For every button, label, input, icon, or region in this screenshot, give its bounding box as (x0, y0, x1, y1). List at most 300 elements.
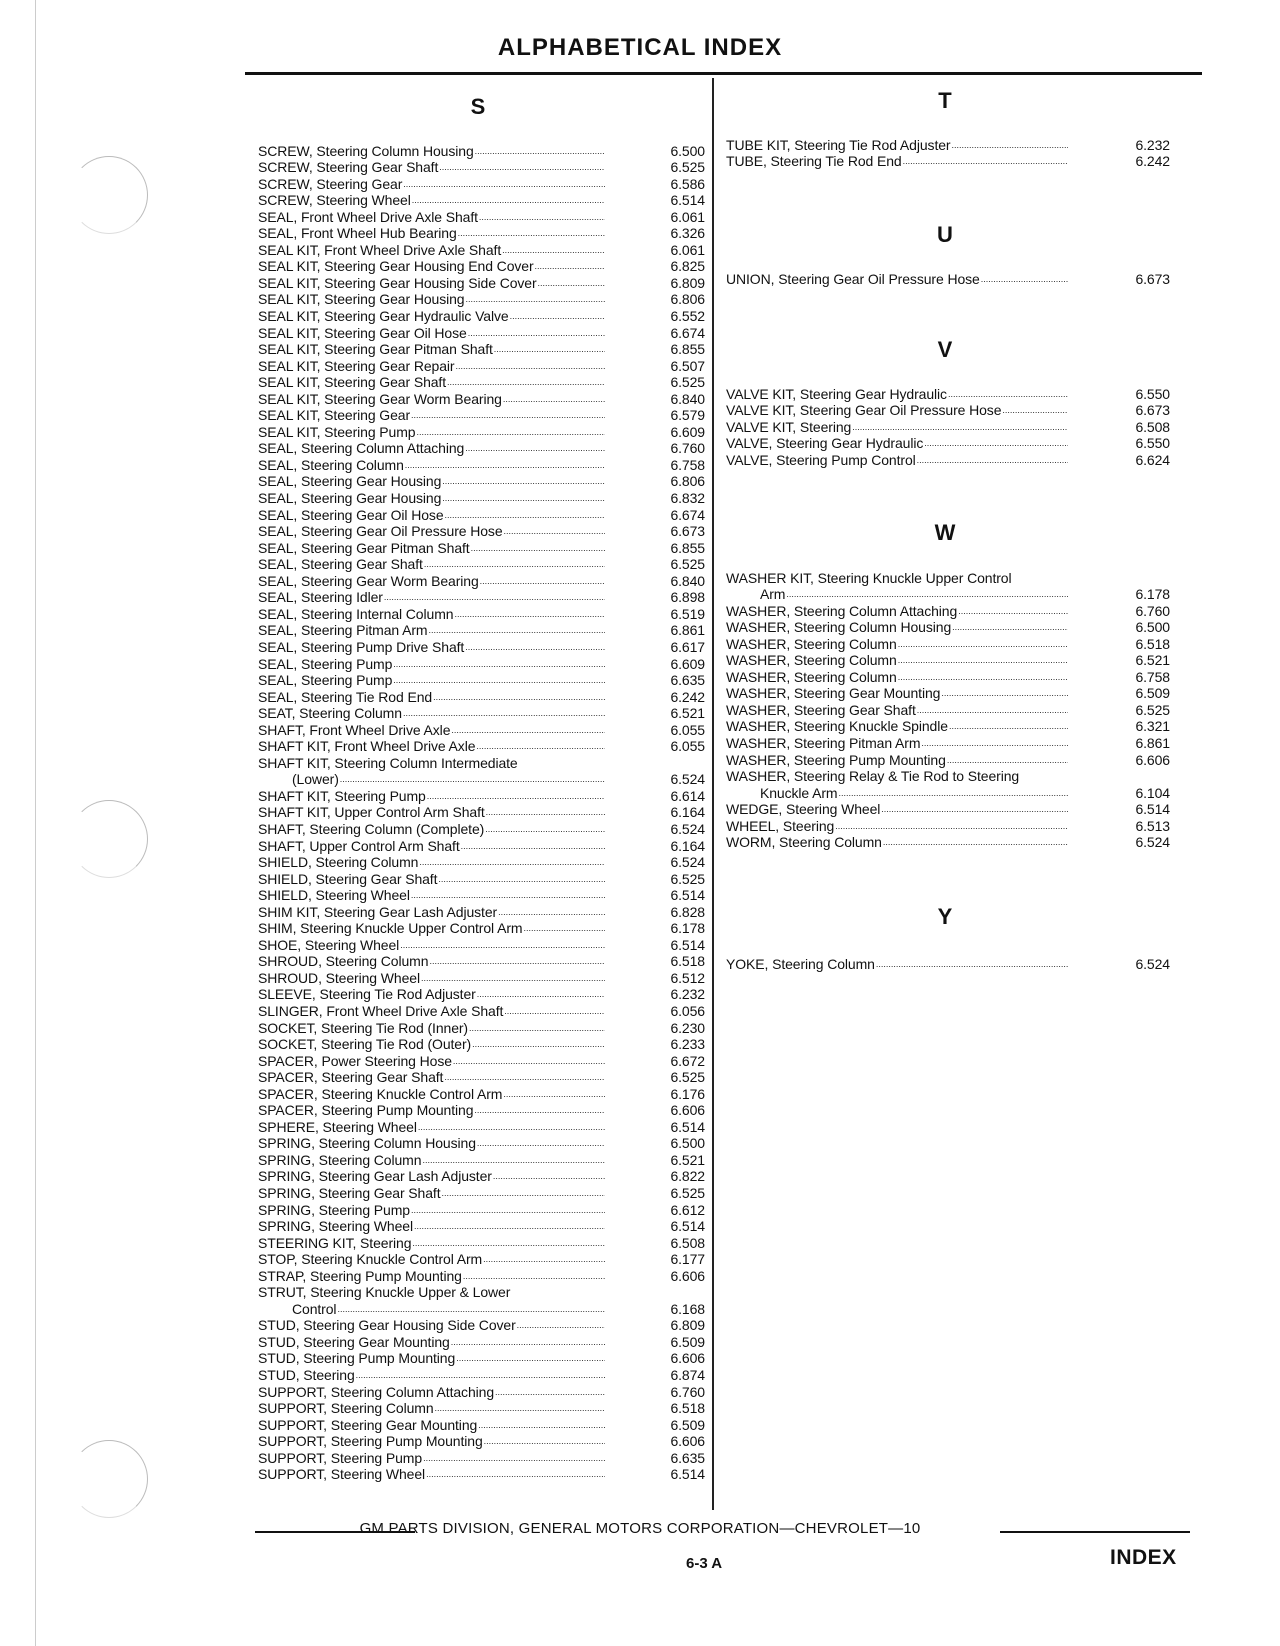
entry-page: 6.861 (670, 622, 705, 639)
dot-leader (898, 639, 1068, 649)
entry-name: TUBE, Steering Tie Rod End (726, 153, 902, 170)
entry-page: 6.606 (1135, 751, 1170, 768)
entry-page: 6.809 (670, 1317, 705, 1334)
dot-leader (438, 874, 605, 884)
dot-leader (477, 1138, 605, 1148)
entry-page: 6.524 (670, 854, 705, 871)
dot-leader (466, 294, 606, 304)
index-entry (258, 1300, 705, 1317)
entry-name: SEAL KIT, Steering Pump (258, 423, 416, 440)
dot-leader (414, 1221, 605, 1231)
dot-leader (337, 1304, 605, 1314)
entry-name: SCREW, Steering Gear Shaft (258, 159, 439, 176)
entry-name: SPHERE, Steering Wheel (258, 1118, 417, 1135)
index-entry (258, 787, 705, 804)
index-entry (258, 969, 705, 986)
entry-page: 6.514 (670, 936, 705, 953)
entry-page: 6.507 (670, 357, 705, 374)
entry-name: SUPPORT, Steering Pump Mounting (258, 1433, 483, 1450)
index-entry (726, 402, 1170, 419)
index-entry (726, 834, 1170, 851)
dot-leader (442, 493, 605, 503)
entry-name: STUD, Steering (258, 1367, 355, 1384)
index-entry (258, 870, 705, 887)
entry-name: SEAL, Front Wheel Drive Axle Shaft (258, 208, 478, 225)
dot-leader (400, 940, 605, 950)
index-entry (258, 986, 705, 1003)
entry-name: SUPPORT, Steering Wheel (258, 1466, 426, 1483)
dot-leader (504, 526, 605, 536)
entry-page: 6.855 (670, 341, 705, 358)
dot-leader (472, 1039, 605, 1049)
entry-page: 6.674 (670, 324, 705, 341)
dot-leader (451, 1337, 605, 1347)
punch-hole-top (70, 156, 148, 234)
entry-name: WASHER, Steering Knuckle Spindle (726, 718, 948, 735)
entry-name: WASHER, Steering Pitman Arm (726, 735, 921, 752)
entry-page: 6.500 (670, 1135, 705, 1152)
entry-name: Control (292, 1300, 337, 1317)
entry-name: SHAFT KIT, Steering Column Intermediate (258, 754, 518, 771)
dot-leader (433, 692, 605, 702)
index-entry (258, 605, 705, 622)
entry-name: SEAL KIT, Steering Gear Housing (258, 291, 465, 308)
dot-leader (416, 427, 605, 437)
dot-leader (429, 956, 605, 966)
entry-name: SEAL KIT, Steering Gear Repair (258, 357, 455, 374)
entry-page: 6.178 (670, 920, 705, 937)
index-entry (726, 817, 1170, 834)
index-entry (258, 374, 705, 391)
index-entry (258, 655, 705, 672)
title-rule (245, 72, 1202, 75)
dot-leader (924, 438, 1068, 448)
entry-page: 6.898 (670, 589, 705, 606)
entry-name: SHAFT KIT, Upper Control Arm Shaft (258, 804, 485, 821)
entry-page: 6.525 (670, 159, 705, 176)
dot-leader (435, 1403, 605, 1413)
index-entry (258, 754, 705, 771)
entry-page: 6.524 (1135, 955, 1170, 972)
entry-page: 6.524 (1135, 834, 1170, 851)
dot-leader (476, 741, 605, 751)
index-entry (258, 589, 705, 606)
entry-name: Arm (760, 586, 786, 603)
entry-page: 6.509 (670, 1416, 705, 1433)
dot-leader (876, 959, 1068, 969)
entry-page: 6.525 (670, 1069, 705, 1086)
dot-leader (423, 1453, 605, 1463)
entry-page: 6.606 (670, 1350, 705, 1367)
index-entry (258, 854, 705, 871)
entry-name: SEAL, Steering Gear Pitman Shaft (258, 539, 470, 556)
index-entry (726, 784, 1170, 801)
index-entry (258, 1383, 705, 1400)
index-entry (258, 1019, 705, 1036)
index-entry (258, 456, 705, 473)
entry-name: SEAL, Steering Pump (258, 655, 393, 672)
entry-name: SCREW, Steering Column Housing (258, 142, 474, 159)
entry-name: WASHER, Steering Gear Shaft (726, 701, 916, 718)
index-entry (258, 721, 705, 738)
section-letter-t: T (938, 88, 952, 113)
entry-page: 6.508 (1135, 418, 1170, 435)
dot-leader (981, 274, 1068, 284)
index-column-left (258, 142, 705, 1482)
index-entry (258, 556, 705, 573)
entry-name: WORM, Steering Column (726, 834, 882, 851)
index-entry (726, 701, 1170, 718)
dot-leader (948, 389, 1068, 399)
entry-page: 6.061 (670, 208, 705, 225)
dot-leader (480, 576, 605, 586)
column-divider (712, 78, 714, 1510)
index-entry (258, 1002, 705, 1019)
entry-page: 6.514 (670, 1466, 705, 1483)
entry-name: UNION, Steering Gear Oil Pressure Hose (726, 270, 980, 287)
index-entry (258, 1184, 705, 1201)
index-entry (726, 451, 1170, 468)
index-entry (258, 1218, 705, 1235)
index-list-t (726, 136, 1170, 169)
dot-leader (952, 140, 1069, 150)
dot-leader (535, 261, 605, 271)
index-entry (258, 1400, 705, 1417)
entry-name: WASHER, Steering Relay & Tie Rod to Steering (726, 768, 1020, 785)
dot-leader (427, 791, 605, 801)
index-entry (258, 307, 705, 324)
dot-leader (393, 659, 605, 669)
entry-name: STUD, Steering Gear Housing Side Cover (258, 1317, 516, 1334)
entry-name: SPACER, Steering Gear Shaft (258, 1069, 444, 1086)
entry-name: WASHER, Steering Column Attaching (726, 602, 958, 619)
dot-leader (461, 841, 605, 851)
entry-page: 6.525 (1135, 701, 1170, 718)
entry-name: SEAL, Steering Idler (258, 589, 383, 606)
index-entry (258, 523, 705, 540)
entry-page: 6.674 (670, 506, 705, 523)
entry-name: SUPPORT, Steering Column Attaching (258, 1383, 495, 1400)
index-entry (726, 569, 1170, 586)
section-letter-y: Y (937, 904, 953, 929)
index-entry (258, 489, 705, 506)
index-entry (258, 208, 705, 225)
footer-page-number: 6-3 A (686, 1555, 723, 1572)
entry-page: 6.524 (670, 771, 705, 788)
entry-page: 6.518 (670, 1400, 705, 1417)
entry-name: SHAFT, Upper Control Arm Shaft (258, 837, 460, 854)
entry-page: 6.809 (670, 274, 705, 291)
entry-page: 6.874 (670, 1367, 705, 1384)
entry-page: 6.552 (670, 308, 705, 325)
entry-name: SUPPORT, Steering Gear Mounting (258, 1416, 478, 1433)
entry-page: 6.168 (670, 1300, 705, 1317)
page-margin-line (35, 0, 36, 1646)
entry-page: 6.550 (1135, 435, 1170, 452)
entry-name: WASHER, Steering Column (726, 635, 897, 652)
index-entry (258, 887, 705, 904)
dot-leader (523, 923, 605, 933)
entry-page: 6.500 (1135, 619, 1170, 636)
entry-name: SEAL, Steering Internal Column (258, 605, 454, 622)
dot-leader (478, 1420, 605, 1430)
entry-name: SLINGER, Front Wheel Drive Axle Shaft (258, 1002, 504, 1019)
entry-name: SOCKET, Steering Tie Rod (Inner) (258, 1019, 468, 1036)
dot-leader (835, 821, 1068, 831)
entry-name: SEAL, Steering Gear Oil Pressure Hose (258, 523, 503, 540)
dot-leader (451, 725, 605, 735)
dot-leader (952, 622, 1068, 632)
index-entry (258, 291, 705, 308)
index-entry (726, 801, 1170, 818)
entry-page: 6.760 (1135, 602, 1170, 619)
entry-name: WHEEL, Steering (726, 817, 835, 834)
entry-page: 6.521 (670, 1151, 705, 1168)
entry-page: 6.518 (670, 953, 705, 970)
index-entry (258, 390, 705, 407)
entry-name: SHIELD, Steering Wheel (258, 887, 410, 904)
index-entry (258, 738, 705, 755)
entry-name: SHAFT KIT, Front Wheel Drive Axle (258, 738, 476, 755)
index-entry (726, 685, 1170, 702)
entry-name: TUBE KIT, Steering Tie Rod Adjuster (726, 136, 951, 153)
dot-leader (403, 708, 605, 718)
entry-page: 6.758 (670, 456, 705, 473)
index-entry (726, 270, 1170, 287)
index-entry (258, 837, 705, 854)
index-entry (726, 955, 1170, 972)
dot-leader (1002, 405, 1068, 415)
entry-page: 6.806 (670, 291, 705, 308)
index-entry (258, 274, 705, 291)
dot-leader (898, 655, 1068, 665)
index-entry (258, 1284, 705, 1301)
entry-page: 6.832 (670, 490, 705, 507)
index-entry (258, 539, 705, 556)
index-entry (726, 418, 1170, 435)
entry-page: 6.614 (670, 787, 705, 804)
entry-page: 6.176 (670, 1085, 705, 1102)
entry-name: SHAFT, Steering Column (Complete) (258, 820, 485, 837)
index-entry (258, 1251, 705, 1268)
index-entry (258, 953, 705, 970)
dot-leader (947, 755, 1068, 765)
dot-leader (917, 705, 1068, 715)
dot-leader (442, 1188, 606, 1198)
dot-leader (479, 212, 605, 222)
entry-name: VALVE KIT, Steering (726, 418, 852, 435)
dot-leader (941, 688, 1068, 698)
index-entry (258, 688, 705, 705)
dot-leader (883, 837, 1068, 847)
entry-name: SEAL, Steering Tie Rod End (258, 688, 433, 705)
index-entry (258, 1069, 705, 1086)
index-entry (726, 385, 1170, 402)
entry-page: 6.579 (670, 407, 705, 424)
entry-page: 6.242 (1135, 153, 1170, 170)
entry-page: 6.178 (1135, 586, 1170, 603)
entry-page: 6.508 (670, 1234, 705, 1251)
entry-name: SPRING, Steering Column Housing (258, 1135, 476, 1152)
index-entry (258, 638, 705, 655)
index-entry (258, 1433, 705, 1450)
footer-corporation: GM PARTS DIVISION, GENERAL MOTORS CORPORATION—CHEVROLET—10 (359, 1520, 921, 1537)
entry-name: SHIM KIT, Steering Gear Lash Adjuster (258, 903, 498, 920)
dot-leader (411, 1205, 605, 1215)
index-entry (258, 423, 705, 440)
entry-page: 6.521 (670, 705, 705, 722)
index-entry (726, 619, 1170, 636)
entry-name: SEAL KIT, Steering Gear Shaft (258, 374, 447, 391)
dot-leader (921, 738, 1068, 748)
dot-leader (517, 1320, 605, 1330)
entry-name: Knuckle Arm (760, 784, 838, 801)
dot-leader (412, 195, 605, 205)
dot-leader (477, 989, 605, 999)
entry-name: SCREW, Steering Gear (258, 175, 403, 192)
dot-leader (458, 228, 605, 238)
entry-page: 6.672 (670, 1052, 705, 1069)
entry-name: SEAL, Steering Pump (258, 672, 393, 689)
entry-page: 6.056 (670, 1002, 705, 1019)
entry-page: 6.514 (670, 887, 705, 904)
entry-name: WASHER, Steering Column Housing (726, 619, 952, 636)
entry-page: 6.828 (670, 903, 705, 920)
entry-page: 6.673 (1135, 402, 1170, 419)
index-entry (726, 435, 1170, 452)
punch-hole-bottom (70, 1440, 148, 1518)
entry-page: 6.609 (670, 655, 705, 672)
index-entry (258, 920, 705, 937)
dot-leader (412, 1238, 605, 1248)
dot-leader (426, 1469, 605, 1479)
entry-name: SHROUD, Steering Column (258, 953, 429, 970)
dot-leader (495, 1387, 605, 1397)
entry-name: SEAL, Steering Gear Worm Bearing (258, 572, 479, 589)
index-entry (258, 622, 705, 639)
entry-page: 6.525 (670, 1185, 705, 1201)
entry-page: 6.586 (670, 175, 705, 192)
dot-leader (421, 973, 605, 983)
entry-name: SPRING, Steering Wheel (258, 1218, 413, 1235)
entry-name: VALVE, Steering Gear Hydraulic (726, 435, 924, 452)
entry-page: 6.230 (670, 1019, 705, 1036)
dot-leader (903, 156, 1068, 166)
entry-page: 6.861 (1135, 735, 1170, 752)
entry-page: 6.509 (1135, 685, 1170, 702)
dot-leader (465, 443, 605, 453)
entry-page: 6.055 (670, 721, 705, 738)
dot-leader (439, 162, 605, 172)
dot-leader (504, 1006, 605, 1016)
dot-leader (442, 476, 605, 486)
dot-leader (419, 857, 605, 867)
entry-name: SEAL, Steering Column (258, 456, 404, 473)
entry-name: WASHER KIT, Steering Knuckle Upper Control (726, 569, 1012, 586)
entry-page: 6.525 (670, 870, 705, 887)
dot-leader (418, 1122, 605, 1132)
index-entry (258, 1135, 705, 1152)
index-entry (258, 1085, 705, 1102)
index-entry (258, 771, 705, 788)
dot-leader (411, 890, 605, 900)
entry-name: SPRING, Steering Column (258, 1151, 422, 1168)
dot-leader (881, 804, 1068, 814)
dot-leader (447, 377, 605, 387)
entry-name: SEAL KIT, Steering Gear (258, 407, 411, 424)
entry-name: VALVE, Steering Pump Control (726, 451, 916, 468)
index-entry (258, 1201, 705, 1218)
index-entry (726, 734, 1170, 751)
dot-leader (917, 455, 1068, 465)
index-entry (258, 1234, 705, 1251)
entry-name: SPRING, Steering Gear Lash Adjuster (258, 1168, 492, 1185)
entry-name: SUPPORT, Steering Pump (258, 1449, 423, 1466)
index-entry (258, 1317, 705, 1334)
entry-page: 6.232 (670, 986, 705, 1003)
index-entry (726, 768, 1170, 785)
punch-hole-middle (70, 800, 148, 878)
dot-leader (839, 788, 1069, 798)
index-entry (258, 241, 705, 258)
index-entry (258, 1466, 705, 1483)
index-entry (258, 1333, 705, 1350)
index-entry (258, 473, 705, 490)
entry-page: 6.514 (670, 1118, 705, 1135)
footer-section-label: INDEX (1110, 1546, 1177, 1569)
entry-name: SPRING, Steering Pump (258, 1201, 410, 1218)
entry-name: SPRING, Steering Gear Shaft (258, 1185, 441, 1201)
entry-name: SEAT, Steering Column (258, 705, 402, 722)
index-entry (258, 705, 705, 722)
dot-leader (465, 642, 605, 652)
entry-name: SHROUD, Steering Wheel (258, 969, 420, 986)
index-entry (258, 1118, 705, 1135)
entry-name: VALVE KIT, Steering Gear Hydraulic (726, 385, 947, 402)
entry-page: 6.606 (670, 1433, 705, 1450)
entry-name: SEAL KIT, Steering Gear Hydraulic Valve (258, 308, 509, 325)
dot-leader (786, 589, 1068, 599)
index-entry (726, 652, 1170, 669)
entry-name: SUPPORT, Steering Column (258, 1400, 434, 1417)
entry-page: 6.550 (1135, 385, 1170, 402)
index-entry (726, 136, 1170, 153)
index-entry (258, 192, 705, 209)
index-entry (258, 1267, 705, 1284)
entry-page: 6.524 (670, 820, 705, 837)
index-entry (258, 341, 705, 358)
index-entry (258, 572, 705, 589)
dot-leader (411, 410, 605, 420)
entry-name: SEAL, Steering Gear Oil Hose (258, 506, 444, 523)
entry-name: WASHER, Steering Column (726, 652, 897, 669)
entry-page: 6.500 (670, 142, 705, 159)
dot-leader (453, 1056, 605, 1066)
entry-name: SEAL, Steering Gear Housing (258, 473, 442, 490)
dot-leader (454, 609, 605, 619)
index-entry (258, 175, 705, 192)
entry-name: SCREW, Steering Wheel (258, 192, 411, 209)
dot-leader (422, 1155, 605, 1165)
dot-leader (502, 245, 605, 255)
entry-page: 6.806 (670, 473, 705, 490)
index-entry (258, 672, 705, 689)
index-list-w (726, 569, 1170, 850)
entry-name: SEAL KIT, Steering Gear Worm Bearing (258, 390, 502, 407)
entry-page: 6.242 (670, 688, 705, 705)
entry-name: SEAL KIT, Steering Gear Housing End Cover (258, 258, 534, 275)
entry-name: WEDGE, Steering Wheel (726, 801, 881, 818)
